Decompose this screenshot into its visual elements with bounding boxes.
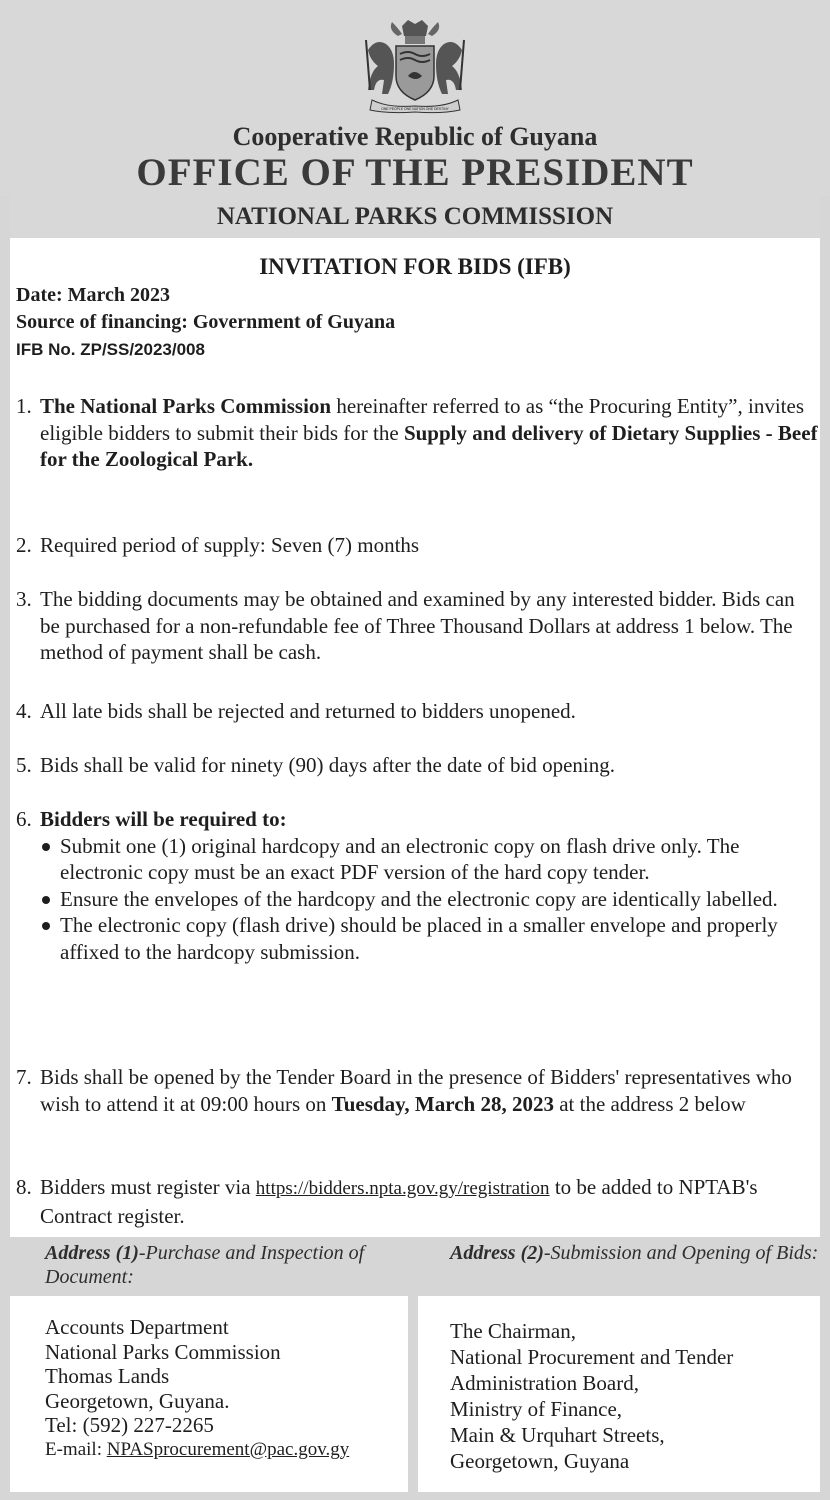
address-2-desc: -Submission and Opening of Bids: <box>543 1242 819 1264</box>
list-item <box>40 833 816 886</box>
item-text: Bids shall be valid for ninety (90) days after the date of bid opening. <box>40 753 616 777</box>
bullet-icon <box>42 896 50 904</box>
item-number: 5. <box>16 753 32 777</box>
address-line: Ministry of Finance, <box>450 1397 623 1421</box>
item-text: to be added to NPTAB's Contract register. <box>40 1175 758 1228</box>
bullet-icon <box>42 922 50 930</box>
email-line <box>45 1438 408 1463</box>
address-line: Thomas Lands <box>45 1364 170 1388</box>
item-2 <box>16 532 816 559</box>
item-heading <box>40 806 816 833</box>
phone-number: Tel: (592) 227-2265 <box>45 1413 214 1437</box>
notice-body <box>10 196 820 1237</box>
addresses <box>0 1237 830 1500</box>
notice-date: Date: March 2023 <box>16 284 171 306</box>
address-line: National Procurement and Tender <box>450 1345 734 1369</box>
list-item <box>40 912 816 965</box>
item-number: 8. <box>16 1175 32 1199</box>
financing-source: Source of financing: Government of Guyana <box>16 311 396 333</box>
bullet-icon <box>42 843 50 851</box>
address-1-box <box>10 1296 408 1492</box>
registration-link[interactable]: https://bidders.npta.gov.gy/registration <box>255 1178 550 1199</box>
item-8 <box>16 1174 816 1229</box>
email-label: E-mail: <box>45 1438 107 1460</box>
item-4 <box>16 698 816 725</box>
item-5 <box>16 752 816 779</box>
guyana-coat-of-arms-icon <box>358 20 472 114</box>
address-line: Georgetown, Guyana. <box>45 1388 230 1413</box>
item-text: at the address 2 below <box>553 1091 746 1116</box>
address-line: Accounts Department <box>45 1315 229 1339</box>
requirements-list <box>40 833 816 966</box>
item-text: Bidders must register via <box>40 1175 256 1199</box>
item-text: Required period of supply: Seven (7) months <box>40 533 420 557</box>
crest-motto: ONE PEOPLE ONE NATION ONE DESTINY <box>381 107 449 111</box>
item-number: 3. <box>16 587 32 611</box>
address-2-heading <box>450 1241 820 1265</box>
item-number: 4. <box>16 699 32 723</box>
item-text: The bidding documents may be obtained and examined by any interested bidder. Bids can be purchased for a non-refundable fee of Three Thousand Dollars at address 1 below. The method of payment shall be cash. <box>40 587 795 664</box>
address-1-label: Address (1) <box>45 1242 139 1264</box>
address-2-label: Address (2) <box>450 1242 544 1264</box>
procuring-entity: The National Parks Commission <box>40 394 332 418</box>
commission-title: NATIONAL PARKS COMMISSION <box>10 196 820 238</box>
address-2-box <box>418 1296 820 1492</box>
item-7 <box>16 1064 816 1117</box>
ifb-number: IFB No. ZP/SS/2023/008 <box>16 340 205 359</box>
item-6 <box>16 806 816 965</box>
item-1 <box>16 393 816 473</box>
list-item-text: Ensure the envelopes of the hardcopy and the electronic copy are identically labelled. <box>60 886 778 911</box>
item-text: Bids shall be opened by the Tender Board in the presence of Bidders' representatives who wish to attend it at 09:00 hours on <box>40 1065 792 1116</box>
item-number: 6. <box>16 807 32 831</box>
list-item-text: The electronic copy (flash drive) should be placed in a smaller envelope and properly affixed to the hardcopy submission. <box>60 913 778 964</box>
item-number: 1. <box>16 394 32 418</box>
item-3 <box>16 586 816 666</box>
ifb-title: INVITATION FOR BIDS (IFB) <box>259 254 571 279</box>
email-link[interactable]: NPASprocurement@pac.gov.gy <box>106 1438 350 1460</box>
requirements-heading: Bidders will be required to: <box>40 807 287 831</box>
item-text: All late bids shall be rejected and returned to bidders unopened. <box>40 699 576 723</box>
bid-subject: Supply and delivery of Dietary Supplies - Beef for the Zoological Park. <box>40 420 818 471</box>
address-line: Main & Urquhart Streets, <box>450 1423 665 1447</box>
item-text: hereinafter referred to as “the Procuring Entity”, invites eligible bidders to submit their bids for the <box>40 394 804 445</box>
header <box>0 0 830 196</box>
list-item-text: Submit one (1) original hardcopy and an electronic copy on flash drive only. The electronic copy must be an exact PDF version of the hard copy tender. <box>60 833 740 884</box>
item-number: 2. <box>16 533 32 557</box>
address-line: Administration Board, <box>450 1371 639 1395</box>
address-1-desc: -Purchase and Inspection of Document: <box>45 1242 365 1288</box>
list-item <box>40 886 816 913</box>
item-number: 7. <box>16 1065 32 1089</box>
office-title: OFFICE OF THE PRESIDENT <box>136 151 694 194</box>
opening-date: Tuesday, March 28, 2023 <box>331 1091 554 1116</box>
address-line: National Parks Commission <box>45 1339 281 1364</box>
address-1-heading <box>45 1241 385 1289</box>
address-line: Georgetown, Guyana <box>450 1449 630 1473</box>
country-name: Cooperative Republic of Guyana <box>232 122 598 151</box>
address-line: The Chairman, <box>450 1319 576 1343</box>
